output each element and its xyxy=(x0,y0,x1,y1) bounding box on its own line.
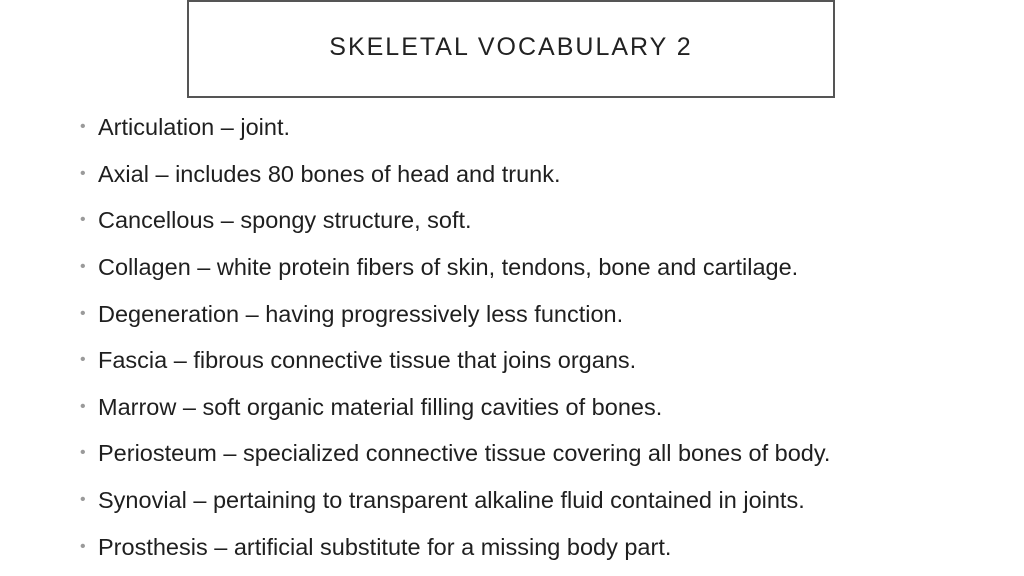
list-item xyxy=(80,151,1010,198)
bullet-text: Collagen – white protein fibers of skin, tendons, bone and cartilage. xyxy=(98,254,799,281)
list-item xyxy=(80,290,1010,337)
bullet-text: Prosthesis – artificial substitute for a missing body part. xyxy=(98,533,672,560)
bullet-icon: • xyxy=(80,397,86,415)
list-item xyxy=(80,384,1010,431)
bullet-icon: • xyxy=(80,164,86,182)
bullet-icon: • xyxy=(80,211,86,229)
bullet-text: Periosteum – specialized connective tissue covering all bones of body. xyxy=(98,440,831,467)
list-item xyxy=(80,244,1010,291)
bullet-icon: • xyxy=(80,118,86,136)
list-item xyxy=(80,477,1010,524)
title-box xyxy=(187,0,835,98)
bullet-text: Fascia – fibrous connective tissue that joins organs. xyxy=(98,347,637,374)
bullet-text: Cancellous – spongy structure, soft. xyxy=(98,207,472,234)
bullet-text: Degeneration – having progressively less function. xyxy=(98,300,624,327)
slide-title: SKELETAL VOCABULARY 2 xyxy=(329,32,693,61)
bullet-text: Marrow – soft organic material filling cavities of bones. xyxy=(98,393,663,420)
bullet-icon: • xyxy=(80,537,86,555)
bullet-list xyxy=(80,104,1010,570)
bullet-text: Articulation – joint. xyxy=(98,114,291,141)
list-item xyxy=(80,197,1010,244)
bullet-text: Axial – includes 80 bones of head and trunk. xyxy=(98,160,561,187)
list-item xyxy=(80,430,1010,477)
bullet-icon: • xyxy=(80,491,86,509)
bullet-icon: • xyxy=(80,351,86,369)
bullet-icon: • xyxy=(80,444,86,462)
list-item xyxy=(80,104,1010,151)
bullet-text: Synovial – pertaining to transparent alkaline fluid contained in joints. xyxy=(98,487,805,514)
list-item xyxy=(80,337,1010,384)
list-item xyxy=(80,523,1010,570)
bullet-icon: • xyxy=(80,304,86,322)
bullet-icon: • xyxy=(80,258,86,276)
